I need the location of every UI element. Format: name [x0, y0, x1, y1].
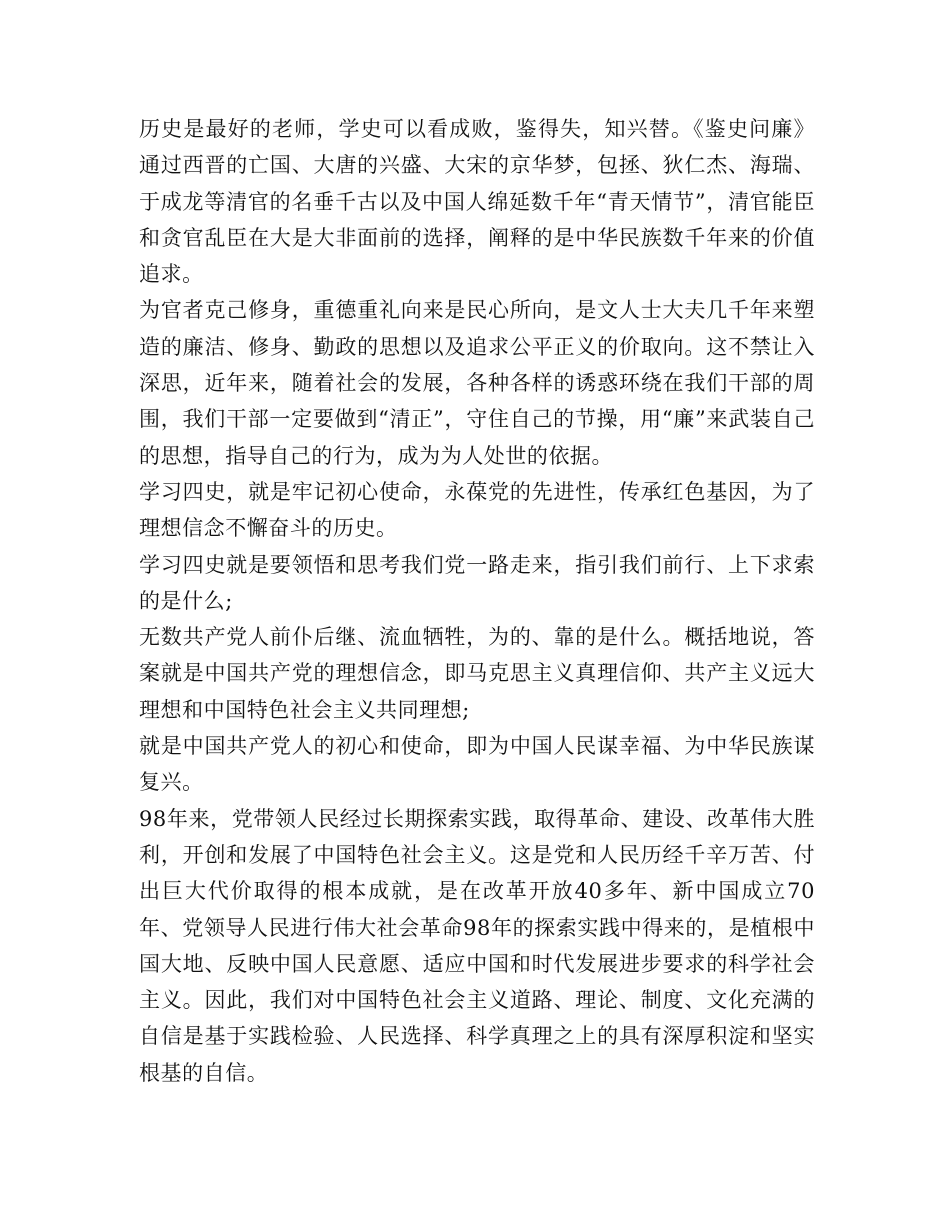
paragraph-history-teacher: 历史是最好的老师，学史可以看成败，鉴得失，知兴替。《鉴史问廉》通过西晋的亡国、大唐的兴盛、大宋的京华梦，包拯、狄仁杰、海瑞、于成龙等清官的名垂千古以及中国人绵延数千年“青天情节”，清官能臣和贪官乱臣在大是大非面前的选择，阐释的是中华民族数千年来的价值追求。	[139, 117, 815, 287]
document-body	[139, 111, 815, 1091]
paragraph-ideals-and-beliefs: 无数共产党人前仆后继、流血牺牲，为的、靠的是什么。概括地说，答案就是中国共产党的理想信念，即马克思主义真理信仰、共产主义远大理想和中国特色社会主义共同理想;	[139, 625, 815, 722]
paragraph-four-histories-mission: 学习四史，就是牢记初心使命，永葆党的先进性，传承红色基因，为了理想信念不懈奋斗的历史。	[139, 479, 815, 541]
paragraph-socialism-achievement: 98年来，党带领人民经过长期探索实践，取得革命、建设、改革伟大胜利，开创和发展了中国特色社会主义。这是党和人民历经千辛万苦、付出巨大代价取得的根本成就，是在改革开放40多年、新中国成立70年、党领导人民进行伟大社会革命98年的探索实践中得来的，是植根中国大地、反映中国人民意愿、适应中国和时代发展进步要求的科学社会主义。因此，我们对中国特色社会主义道路、理论、制度、文化充满的自信是基于实践检验、人民选择、科学真理之上的具有深厚积淀和坚实根基的自信。	[139, 806, 815, 1085]
paragraph-four-histories-reflection: 学习四史就是要领悟和思考我们党一路走来，指引我们前行、上下求索的是什么;	[139, 552, 815, 613]
paragraph-official-self-cultivation: 为官者克己修身，重德重礼向来是民心所向，是文人士大夫几千年来塑造的廉洁、修身、勤政的思想以及追求公平正义的价取向。这不禁让入深思，近年来，随着社会的发展，各种各样的诱惑环绕在我们干部的周围，我们干部一定要做到“清正”，守住自己的节操，用“廉”来武装自己的思想，指导自己的行为，成为为人处世的依据。	[139, 298, 815, 468]
paragraph-original-aspiration: 就是中国共产党人的初心和使命，即为中国人民谋幸福、为中华民族谋复兴。	[139, 734, 815, 795]
